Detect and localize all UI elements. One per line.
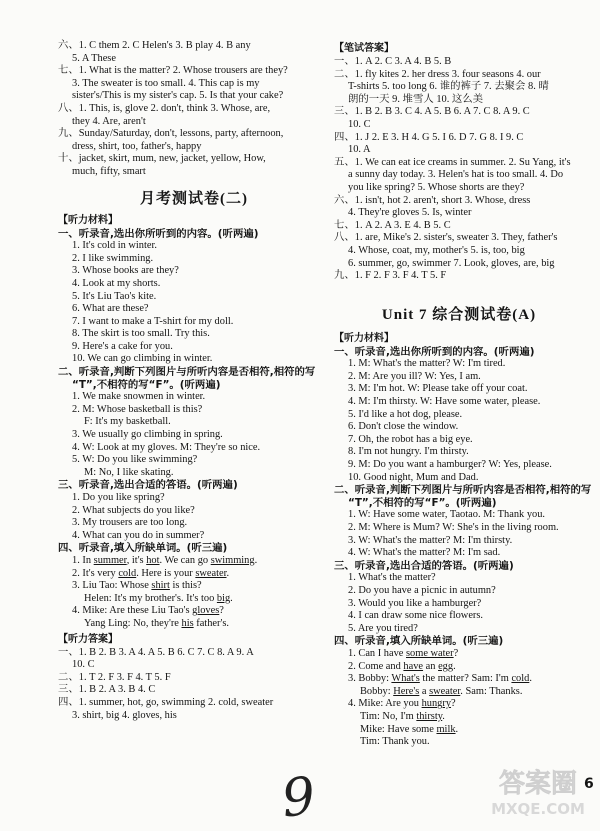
filled-word: swimming	[210, 554, 255, 566]
fill-line	[334, 698, 584, 711]
filled-word: egg	[438, 660, 454, 672]
section-heading: 三、听录音,选出合适的答语。(听两遍)	[58, 479, 238, 492]
fill-line	[334, 686, 584, 699]
fill-line	[334, 673, 584, 686]
filled-word: Here's	[393, 685, 420, 697]
list-item: 4. Look at my shorts.	[72, 277, 161, 289]
list-item: 3. W: What's the matter? M: I'm thirsty.	[348, 534, 513, 546]
section2-items	[58, 391, 330, 479]
section4-lines	[334, 648, 584, 749]
text: 3. Liu Tao: Whose	[72, 580, 152, 592]
section-heading: 四、听录音,填入所缺单词。(听三遍)	[334, 635, 504, 648]
answer-line: a sunny day today. 3. Helen's hat is too small. 4. Do	[348, 169, 564, 181]
list-item: 3. We usually go climbing in spring.	[72, 429, 223, 441]
filled-word: big	[216, 592, 231, 604]
list-item: 2. M: Are you ill? W: Yes, I am.	[348, 370, 481, 382]
filled-word: summer	[93, 554, 127, 566]
text: 2. It's very	[72, 567, 119, 579]
text: an	[423, 660, 439, 672]
list-item: 4. M: I'm thirsty. W: Have some water, please.	[348, 396, 541, 408]
filled-word: his	[181, 617, 194, 629]
filled-word: shirt	[151, 580, 170, 592]
list-item: 1. It's cold in winter.	[72, 240, 157, 252]
list-item: 7. I want to make a T-shirt for my doll.	[72, 315, 234, 327]
left-top-answers	[58, 40, 330, 179]
filled-word: sweater	[195, 567, 227, 579]
answer-line: 3. The sweater is too small. 4. This cap is my	[72, 77, 260, 89]
text: the matter? Sam: I'm	[419, 673, 512, 685]
answer-line: 六、1. C them 2. C Helen's 3. B play 4. B any	[58, 40, 251, 51]
answer-line: 3. shirt, big 4. gloves, his	[72, 709, 177, 721]
list-item: 6. Don't close the window.	[348, 421, 459, 433]
text: .	[254, 554, 258, 566]
list-item: 8. The skirt is too small. Try this.	[72, 328, 210, 340]
section-heading: 一、听录音,选出你所听到的内容。(听两遍)	[334, 345, 535, 358]
text: .	[453, 660, 456, 672]
listening-answer-tag: 【听力答案】	[58, 633, 118, 645]
list-item: 1. We make snowmen in winter.	[72, 391, 206, 403]
watermark-logo	[488, 758, 588, 824]
answer-line: 八、1. This, is, glove 2. don't, think 3. Whose, are,	[58, 102, 271, 114]
answer-line: sister's/This is my sister's cap. 5. Is that your cake?	[72, 90, 284, 102]
text: 4. Mike: Are you	[348, 698, 422, 710]
section1-items	[334, 358, 584, 484]
filled-word: milk	[436, 723, 456, 735]
listening-answers	[58, 647, 330, 723]
section-heading-cont: “T”,不相符的写“F”。(听两遍)	[348, 496, 497, 509]
list-item: 2. M: Whose basketball is this?	[72, 403, 203, 415]
filled-word: hot	[146, 554, 160, 566]
list-item: 5. W: Do you like swimming?	[72, 454, 198, 466]
left-column	[58, 40, 330, 722]
fill-line	[58, 618, 330, 631]
list-item: 8. I'm not hungry. I'm thirsty.	[348, 446, 469, 458]
answer-line: 三、1. B 2. B 3. C 4. A 5. B 6. A 7. C 8. A 9. C	[334, 106, 530, 118]
answer-line: 6. summer, go, swimmer 7. Look, gloves, are, big	[348, 257, 555, 269]
section-heading: 三、听录音,选出合适的答语。(听两遍)	[334, 559, 514, 572]
text: ?	[451, 698, 456, 710]
filled-word: cold	[511, 673, 530, 685]
text: .	[226, 567, 230, 579]
fill-line	[58, 605, 330, 618]
filled-word: some water	[406, 647, 454, 659]
list-item: 5. I'd like a hot dog, please.	[348, 408, 463, 420]
text: . Sam: Thanks.	[460, 685, 523, 697]
answer-line: 二、1. fly kites 2. her dress 3. four seasons 4. our	[334, 68, 541, 80]
written-answers	[334, 56, 584, 283]
answer-line: 10. C	[348, 118, 371, 130]
filled-word: hungry	[421, 698, 452, 710]
fill-line	[334, 711, 584, 724]
list-item: 3. My trousers are too long.	[72, 517, 188, 529]
filled-word: cold	[118, 567, 137, 579]
answer-line: 七、1. A 2. A 3. E 4. B 5. C	[334, 219, 451, 231]
list-item: 1. Do you like spring?	[72, 492, 165, 503]
list-item: 4. I can draw some nice flowers.	[348, 610, 484, 622]
text: father's.	[193, 617, 229, 629]
text: Yang Ling: No, they're	[84, 617, 182, 629]
watermark-line1: 答案圈	[498, 769, 578, 799]
section-heading: 二、听录音,判断下列图片与所听内容是否相符,相符的写	[334, 484, 592, 497]
list-item: 5. Are you tired?	[348, 622, 418, 634]
text: Tim: No, I'm	[360, 710, 417, 722]
filled-word: gloves	[192, 605, 220, 617]
list-item: 5. It's Liu Tao's kite.	[72, 290, 157, 302]
answer-line: 九、1. F 2. F 3. F 4. T 5. F	[334, 270, 447, 282]
section-heading-cont: “T”,不相符的写“F”。(听两遍)	[72, 378, 221, 391]
list-item: 9. Here's a cake for you.	[72, 340, 173, 352]
filled-word: have	[403, 660, 424, 672]
text: .	[455, 723, 459, 735]
fill-line	[58, 580, 330, 593]
list-item: 2. M: Where is Mum? W: She's in the living room.	[348, 522, 559, 533]
filled-word: thirsty	[416, 710, 443, 722]
text: .	[230, 592, 233, 604]
page-number: 6	[584, 776, 594, 792]
text: 1. In	[72, 554, 94, 566]
text: ?	[453, 647, 459, 659]
list-item: 9. M: Do you want a hamburger? W: Yes, please.	[348, 459, 552, 471]
list-item: 3. M: I'm hot. W: Please take off your coat.	[348, 383, 528, 395]
section4-lines	[58, 555, 330, 631]
list-item: M: No, I like skating.	[84, 466, 174, 478]
listening-material-tag: 【听力材料】	[334, 332, 394, 344]
text: 4. Mike: Are these Liu Tao's	[72, 605, 193, 617]
list-item: 3. Would you like a hamburger?	[348, 597, 482, 609]
list-item: 10. We can go climbing in winter.	[72, 353, 213, 365]
answer-line: 四、1. J 2. E 3. H 4. G 5. I 6. D 7. G 8. I 9. C	[334, 131, 524, 143]
section-heading: 二、听录音,判断下列图片与所听内容是否相符,相符的写	[58, 366, 316, 379]
answer-line: 八、1. are, Mike's 2. sister's, sweater 3. They, father's	[334, 232, 558, 244]
answer-line: they 4. Are, aren't	[72, 115, 146, 127]
list-item: 1. W: Have some water, Taotao. M: Thank you.	[348, 509, 546, 521]
answer-line: 三、1. B 2. A 3. B 4. C	[58, 684, 156, 696]
answer-line: 五、1. We can eat ice creams in summer. 2. Su Yang, it's	[334, 156, 571, 168]
list-item: 10. Good night, Mum and Dad.	[348, 471, 479, 483]
list-item: 4. W: What's the matter? M: I'm sad.	[348, 547, 501, 559]
text: Helen: It's my brother's. It's too	[84, 592, 217, 604]
fill-line	[334, 648, 584, 661]
section-heading: 四、听录音,填入所缺单词。(听三遍)	[58, 542, 228, 555]
answer-line: 六、1. isn't, hot 2. aren't, short 3. Whose, dress	[334, 194, 531, 206]
filled-word: What's	[391, 673, 420, 685]
watermark-line2: MXQE.COM	[491, 800, 585, 818]
answer-line: dress, shirt, too, father's, happy	[72, 140, 202, 152]
section3-items	[58, 492, 330, 542]
section-heading: 一、听录音,选出你所听到的内容。(听两遍)	[58, 227, 259, 240]
answer-line: 二、1. T 2. F 3. F 4. T 5. F	[58, 671, 171, 683]
section3-items	[334, 572, 584, 635]
filled-word: sweater	[429, 685, 461, 697]
text: is this?	[169, 580, 202, 592]
answer-line: 一、1. A 2. C 3. A 4. B 5. B	[334, 56, 452, 67]
answer-line: 朗的一天 9. 堆雪人 10. 这么美	[348, 93, 484, 105]
answer-line: 十、jacket, skirt, mum, new, jacket, yellow, How,	[58, 153, 266, 165]
list-item: 2. I like swimming.	[72, 252, 154, 264]
text: .	[529, 673, 532, 685]
fill-line	[334, 736, 584, 749]
exam-title: 月考测试卷(二)	[140, 190, 248, 207]
text: .	[442, 710, 445, 722]
list-item: F: It's my basketball.	[84, 416, 171, 428]
text: Tim: Thank you.	[360, 736, 430, 748]
answer-line: 4. Whose, coat, my, mother's 5. is, too, big	[348, 244, 525, 256]
list-item: 4. W: Look at my gloves. M: They're so nice.	[72, 441, 261, 453]
fill-line	[334, 661, 584, 674]
fill-line	[58, 593, 330, 606]
fill-line	[334, 724, 584, 737]
unit-title: Unit 7 综合测试卷(A)	[381, 306, 537, 323]
answer-line: you like spring? 5. Whose shorts are they?	[348, 181, 525, 193]
list-item: 6. What are these?	[72, 303, 149, 315]
list-item: 1. M: What's the matter? W: I'm tired.	[348, 358, 506, 370]
text: a	[419, 685, 430, 697]
text: 1. Can I have	[348, 647, 406, 659]
answer-line: 10. C	[72, 659, 95, 671]
section2-items	[334, 509, 584, 559]
answer-line: 七、1. What is the matter? 2. Whose trousers are they?	[58, 65, 288, 77]
answer-line: 一、1. B 2. B 3. A 4. A 5. B 6. C 7. C 8. A 9. A	[58, 646, 254, 658]
written-answer-tag: 【笔试答案】	[334, 43, 394, 54]
answer-line: 10. A	[348, 144, 371, 156]
text: ?	[219, 605, 224, 617]
answer-line: 5. A These	[72, 52, 116, 64]
text: 2. Come and	[348, 660, 404, 672]
text: . We can go	[159, 554, 211, 566]
fill-line	[58, 555, 330, 568]
answer-line: 四、1. summer, hot, go, swimming 2. cold, sweater	[58, 696, 274, 708]
text: . Here is your	[136, 567, 196, 579]
text: 3. Bobby:	[348, 673, 392, 685]
list-item: 4. What can you do in summer?	[72, 529, 205, 541]
list-item: 2. What subjects do you like?	[72, 504, 195, 516]
list-item: 7. Oh, the robot has a big eye.	[348, 433, 473, 445]
answer-line: T-shirts 5. too long 6. 谁的裤子 7. 去聚会 8. 晴	[348, 81, 549, 93]
fill-line	[58, 568, 330, 581]
list-item: 3. Whose books are they?	[72, 265, 179, 277]
text: Bobby:	[360, 685, 394, 697]
text: , it's	[126, 554, 147, 566]
text: Mike: Have some	[360, 723, 437, 735]
list-item: 1. What's the matter?	[348, 572, 436, 584]
right-column	[334, 40, 592, 749]
answer-line: much, fifty, smart	[72, 165, 146, 177]
answer-line: 4. They're gloves 5. Is, winter	[348, 207, 472, 219]
handwritten-mark: 9	[278, 766, 319, 830]
listening-material-tag: 【听力材料】	[58, 214, 118, 226]
list-item: 2. Do you have a picnic in autumn?	[348, 584, 496, 596]
answer-line: 九、Sunday/Saturday, don't, lessons, party, afternoon,	[58, 128, 284, 140]
section1-items	[58, 240, 330, 366]
